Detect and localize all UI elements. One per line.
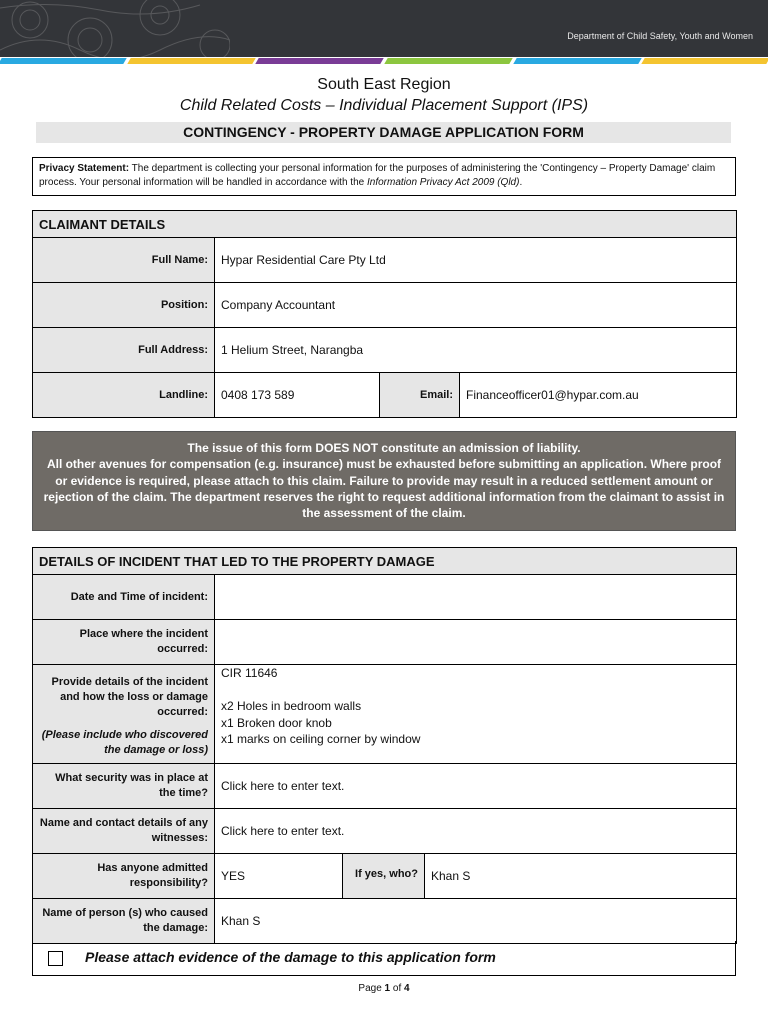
- attach-evidence-checkbox[interactable]: [48, 951, 63, 966]
- security-label: What security was in place at the time?: [33, 764, 215, 809]
- details-note: (Please include who discovered the damage or loss): [41, 728, 208, 756]
- stripe: [642, 58, 768, 64]
- landline-label: Landline:: [33, 373, 215, 418]
- form-subtitle: Child Related Costs – Individual Placement Support (IPS): [179, 97, 589, 114]
- stripe: [256, 58, 384, 64]
- caused-field[interactable]: Khan S: [215, 899, 737, 944]
- incident-details-table: [32, 547, 737, 944]
- full-name-field[interactable]: Hypar Residential Care Pty Ltd: [215, 238, 737, 283]
- claimant-heading: CLAIMANT DETAILS: [33, 211, 737, 238]
- place-label: Place where the incident occurred:: [33, 620, 215, 665]
- header-banner: [0, 0, 768, 57]
- attach-evidence-row: [32, 941, 736, 976]
- privacy-label: Privacy Statement:: [39, 163, 130, 174]
- claimant-details-table: [32, 210, 737, 418]
- date-time-field[interactable]: [215, 575, 737, 620]
- stripe: [0, 58, 126, 64]
- admitted-label: Has anyone admitted responsibility?: [33, 854, 215, 899]
- landline-field[interactable]: 0408 173 589: [215, 373, 380, 418]
- notice-line-1: The issue of this form DOES NOT constitute an admission of liability.: [187, 441, 581, 455]
- attach-evidence-label: Please attach evidence of the damage to this application form: [85, 949, 496, 965]
- caused-label: Name of person (s) who caused the damage:: [33, 899, 215, 944]
- position-field[interactable]: Company Accountant: [215, 283, 737, 328]
- stripe: [513, 58, 641, 64]
- address-label: Full Address:: [33, 328, 215, 373]
- security-field[interactable]: Click here to enter text.: [215, 764, 737, 809]
- address-field[interactable]: 1 Helium Street, Narangba: [215, 328, 737, 373]
- region-title: South East Region: [317, 76, 451, 93]
- date-time-label: Date and Time of incident:: [33, 575, 215, 620]
- of-word: of: [390, 983, 405, 994]
- incident-heading: DETAILS OF INCIDENT THAT LED TO THE PROPERTY DAMAGE: [33, 548, 737, 575]
- stripe: [127, 58, 255, 64]
- colour-stripes: [0, 57, 768, 65]
- details-label: Provide details of the incident and how the loss or damage occurred:: [51, 675, 208, 718]
- privacy-act: Information Privacy Act 2009 (Qld): [366, 177, 520, 188]
- email-label: Email:: [380, 373, 460, 418]
- page-total: 4: [404, 983, 410, 994]
- place-field[interactable]: [215, 620, 737, 665]
- email-field[interactable]: Financeofficer01@hypar.com.au: [460, 373, 737, 418]
- admitted-field[interactable]: YES: [215, 854, 343, 899]
- details-field[interactable]: CIR 11646 x2 Holes in bedroom walls x1 Broken door knob x1 marks on ceiling corner by window: [215, 665, 737, 764]
- witness-label: Name and contact details of any witnesses:: [33, 809, 215, 854]
- page-word: Page: [358, 983, 385, 994]
- notice-line-2: All other avenues for compensation (e.g. insurance) must be exhausted before submitting an application. Where proof or evidence is required, please attach to this claim. Failure to provide may result in a reduced settlement amount or rejection of the claim. The department reserves the right to request additional information from the claimant to assist in the assessment of the claim.: [43, 457, 725, 521]
- full-name-label: Full Name:: [33, 238, 215, 283]
- page-number: 1: [384, 983, 391, 994]
- position-label: Position:: [33, 283, 215, 328]
- liability-notice: [32, 431, 736, 531]
- form-title: CONTINGENCY - PROPERTY DAMAGE APPLICATION FORM: [36, 122, 731, 143]
- privacy-text: The department is collecting your personal information for the purposes of administering the 'Contingency – Property Damage' claim process. Your personal information will be handled in accordance with the: [39, 163, 716, 188]
- details-label-cell: [33, 665, 215, 764]
- privacy-statement: [32, 157, 736, 196]
- witness-field[interactable]: Click here to enter text.: [215, 809, 737, 854]
- decorative-pattern-icon: [0, 0, 230, 57]
- who-label: If yes, who?: [343, 854, 425, 899]
- department-name: Department of Child Safety, Youth and Women: [567, 31, 753, 41]
- privacy-end: .: [519, 177, 523, 188]
- page-footer: [0, 983, 768, 994]
- stripe: [384, 58, 512, 64]
- who-field[interactable]: Khan S: [425, 854, 737, 899]
